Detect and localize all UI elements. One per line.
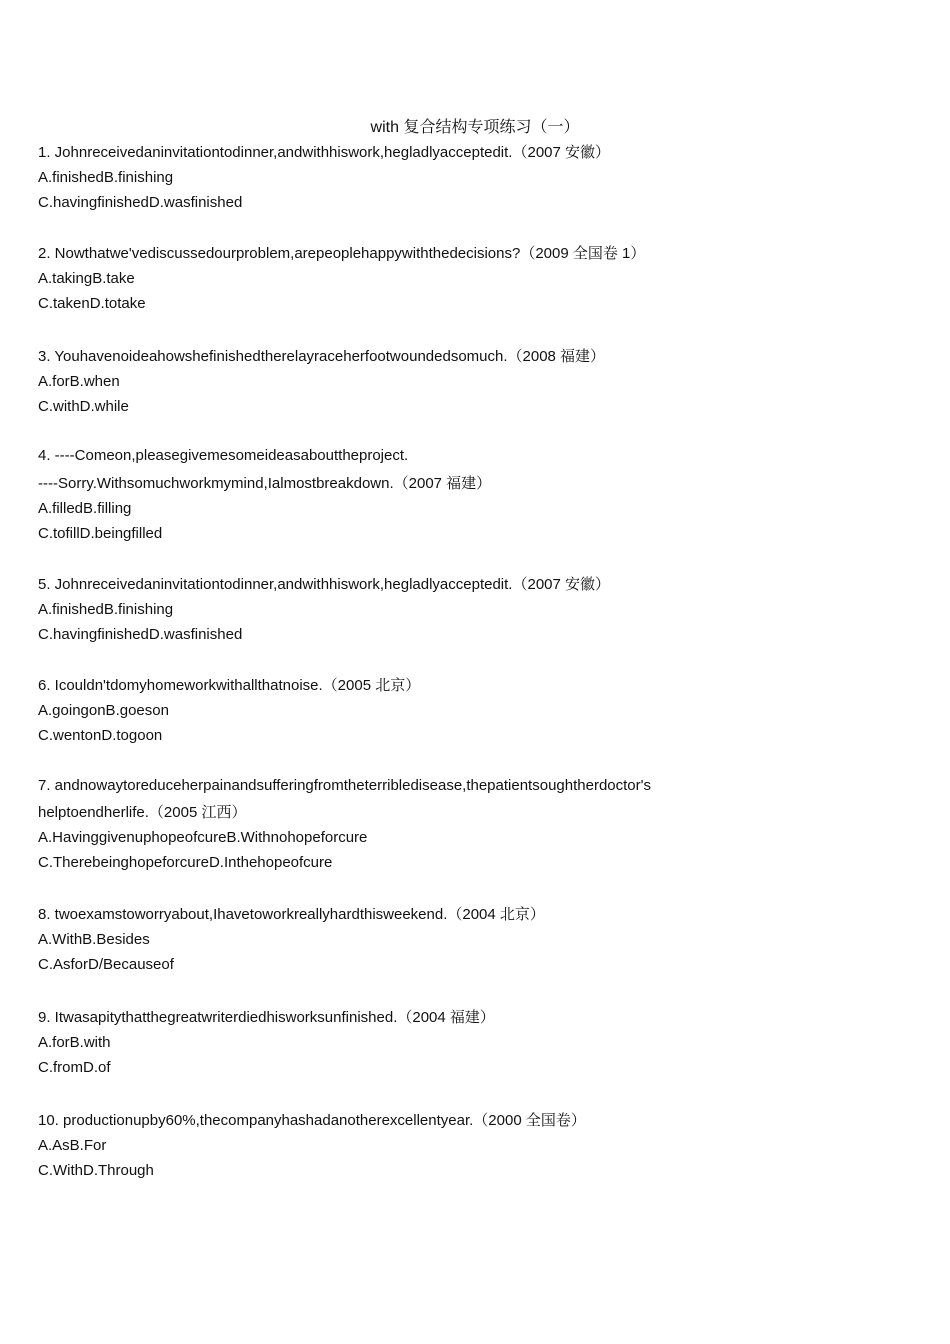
question-5 (38, 572, 918, 647)
option-line: A.finishedB.finishing (38, 169, 174, 186)
question-3 (38, 344, 918, 419)
option-line: A.forB.when (38, 373, 120, 390)
question-stem: 4. ----Comeon,pleasegivemesomeideasabouttheproject. (38, 447, 409, 464)
question-7 (38, 773, 918, 875)
question-stem: 2. Nowthatwe'vediscussedourproblem,arepeoplehappywiththedecisions?（2009 全国卷 1） (38, 245, 646, 262)
option-line: A.filledB.filling (38, 500, 132, 517)
question-stem: 10. productionupby60%,thecompanyhashadanotherexcellentyear.（2000 全国卷） (38, 1112, 586, 1129)
option-line: C.AsforD/Becauseof (38, 956, 174, 973)
question-stem: 9. Itwasapitythatthegreatwriterdiedhisworksunfinished.（2004 福建） (38, 1009, 495, 1026)
option-line: C.wentonD.togoon (38, 727, 163, 744)
option-line: C.withD.while (38, 398, 129, 415)
question-6 (38, 673, 918, 748)
option-line: A.HavinggivenuphopeofcureB.Withnohopeforcure (38, 829, 368, 846)
option-line: C.fromD.of (38, 1059, 111, 1076)
question-2 (38, 241, 918, 316)
question-stem: 1. Johnreceivedaninvitationtodinner,andwithhiswork,hegladlyacceptedit.（2007 安徽） (38, 144, 611, 161)
question-stem: 6. Icouldn'tdomyhomeworkwithallthatnoise.（2005 北京） (38, 677, 421, 694)
question-10 (38, 1108, 918, 1183)
question-8 (38, 902, 918, 977)
option-line: C.tofillD.beingfilled (38, 525, 163, 542)
option-line: C.takenD.totake (38, 295, 146, 312)
option-line: A.goingonB.goeson (38, 702, 169, 719)
question-9 (38, 1005, 918, 1080)
option-line: A.forB.with (38, 1034, 111, 1051)
question-4 (38, 443, 918, 546)
question-stem: 8. twoexamstoworryabout,Ihavetoworkreallyhardthisweekend.（2004 北京） (38, 906, 545, 923)
option-line: C.havingfinishedD.wasfinished (38, 194, 243, 211)
question-stem: 7. andnowaytoreduceherpainandsufferingfromtheterribledisease,thepatientsoughtherdoctor's (38, 777, 651, 794)
page-title: with 复合结构专项练习（一） (370, 119, 580, 136)
question-stem-continued: helptoendherlife.（2005 江西） (38, 804, 247, 821)
option-line: A.takingB.take (38, 270, 135, 287)
question-1 (38, 140, 918, 215)
option-line: A.finishedB.finishing (38, 601, 174, 618)
question-stem: 3. Youhavenoideahowshefinishedtherelayraceherfootwoundedsomuch.（2008 福建） (38, 348, 606, 365)
option-line: A.WithB.Besides (38, 931, 150, 948)
option-line: C.havingfinishedD.wasfinished (38, 626, 243, 643)
question-stem: 5. Johnreceivedaninvitationtodinner,andwithhiswork,hegladlyacceptedit.（2007 安徽） (38, 576, 611, 593)
option-line: C.WithD.Through (38, 1162, 154, 1179)
option-line: C.TherebeinghopeforcureD.Inthehopeofcure (38, 854, 333, 871)
question-stem-continued: ----Sorry.Withsomuchworkmymind,Ialmostbreakdown.（2007 福建） (38, 475, 492, 492)
option-line: A.AsB.For (38, 1137, 107, 1154)
